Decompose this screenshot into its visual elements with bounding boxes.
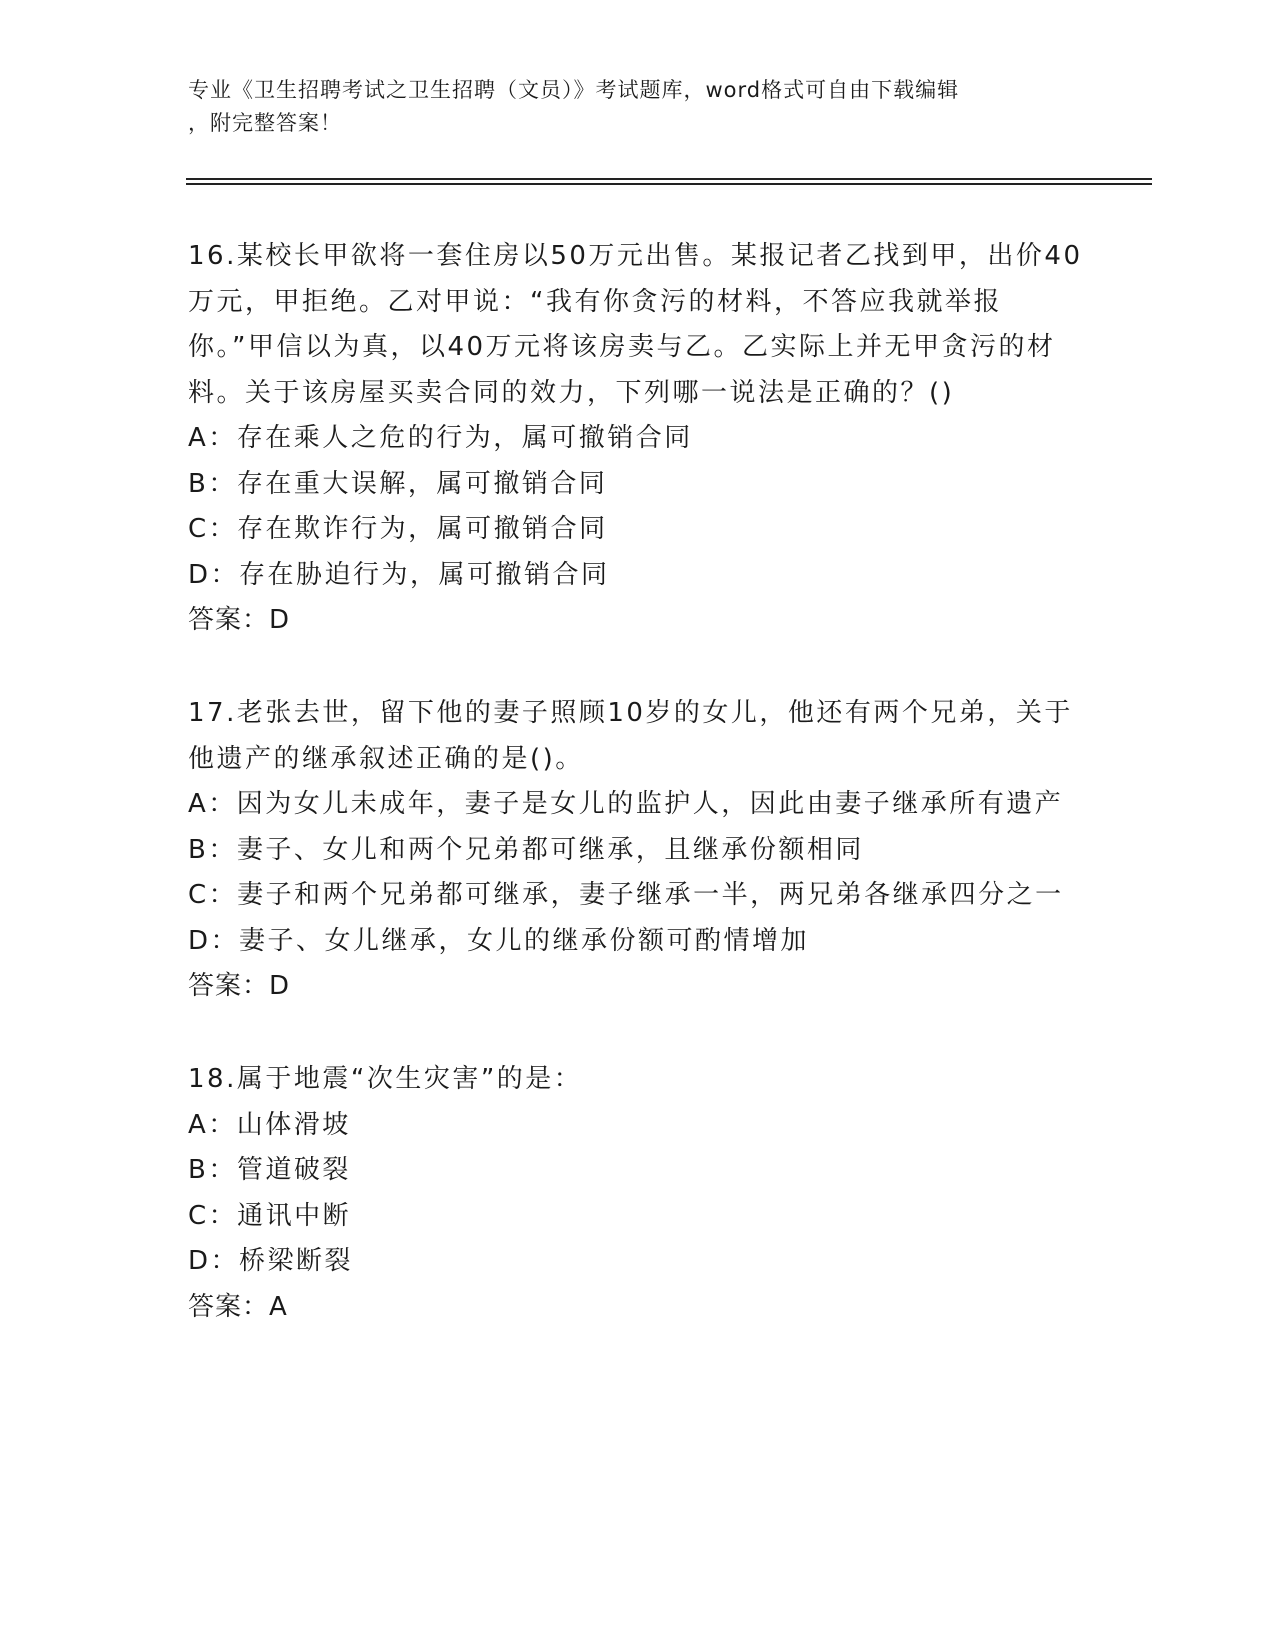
option-b: B：管道破裂 [188, 1155, 351, 1185]
question-17 [188, 691, 1088, 1010]
question-stem: 18.属于地震“次生灾害”的是： [188, 1064, 583, 1094]
header-line-1: 专业《卫生招聘考试之卫生招聘（文员）》考试题库，word格式可自由下载编辑 [188, 78, 960, 102]
header-line-2: ，附完整答案！ [188, 111, 342, 135]
document-header [188, 74, 1088, 140]
option-a: A：因为女儿未成年，妻子是女儿的监护人，因此由妻子继承所有遗产 [188, 789, 1064, 819]
question-18 [188, 1057, 1088, 1330]
question-16 [188, 234, 1088, 644]
option-c: C：通讯中断 [188, 1200, 352, 1231]
question-stem: 17.老张去世，留下他的妻子照顾10岁的女儿，他还有两个兄弟，关于他遗产的继承叙述正确的是()。 [188, 698, 1073, 774]
answer-label: 答案：A [188, 1291, 288, 1322]
answer-label: 答案：D [188, 971, 291, 1001]
option-c: C：妻子和两个兄弟都可继承，妻子继承一半，两兄弟各继承四分之一 [188, 880, 1064, 910]
answer-label: 答案：D [188, 605, 291, 635]
option-b: B：存在重大误解，属可撤销合同 [188, 468, 608, 499]
header-divider-bottom [186, 183, 1152, 185]
option-d: D：存在胁迫行为，属可撤销合同 [188, 559, 610, 590]
option-c: C：存在欺诈行为，属可撤销合同 [188, 514, 608, 544]
question-stem: 16.某校长甲欲将一套住房以50万元出售。某报记者乙找到甲，出价40万元，甲拒绝。乙对甲说：“我有你贪污的材料，不答应我就举报你。”甲信以为真，以40万元将该房卖与乙。乙实际上并无甲贪污的材料。关于该房屋买卖合同的效力，下列哪一说法是正确的？() [188, 241, 1083, 408]
option-a: A：山体滑坡 [188, 1109, 351, 1140]
header-divider-top [186, 178, 1152, 180]
option-d: D：桥梁断裂 [188, 1246, 354, 1276]
option-d: D：妻子、女儿继承，女儿的继承份额可酌情增加 [188, 925, 810, 956]
option-a: A：存在乘人之危的行为，属可撤销合同 [188, 423, 693, 453]
option-b: B：妻子、女儿和两个兄弟都可继承，且继承份额相同 [188, 834, 864, 865]
